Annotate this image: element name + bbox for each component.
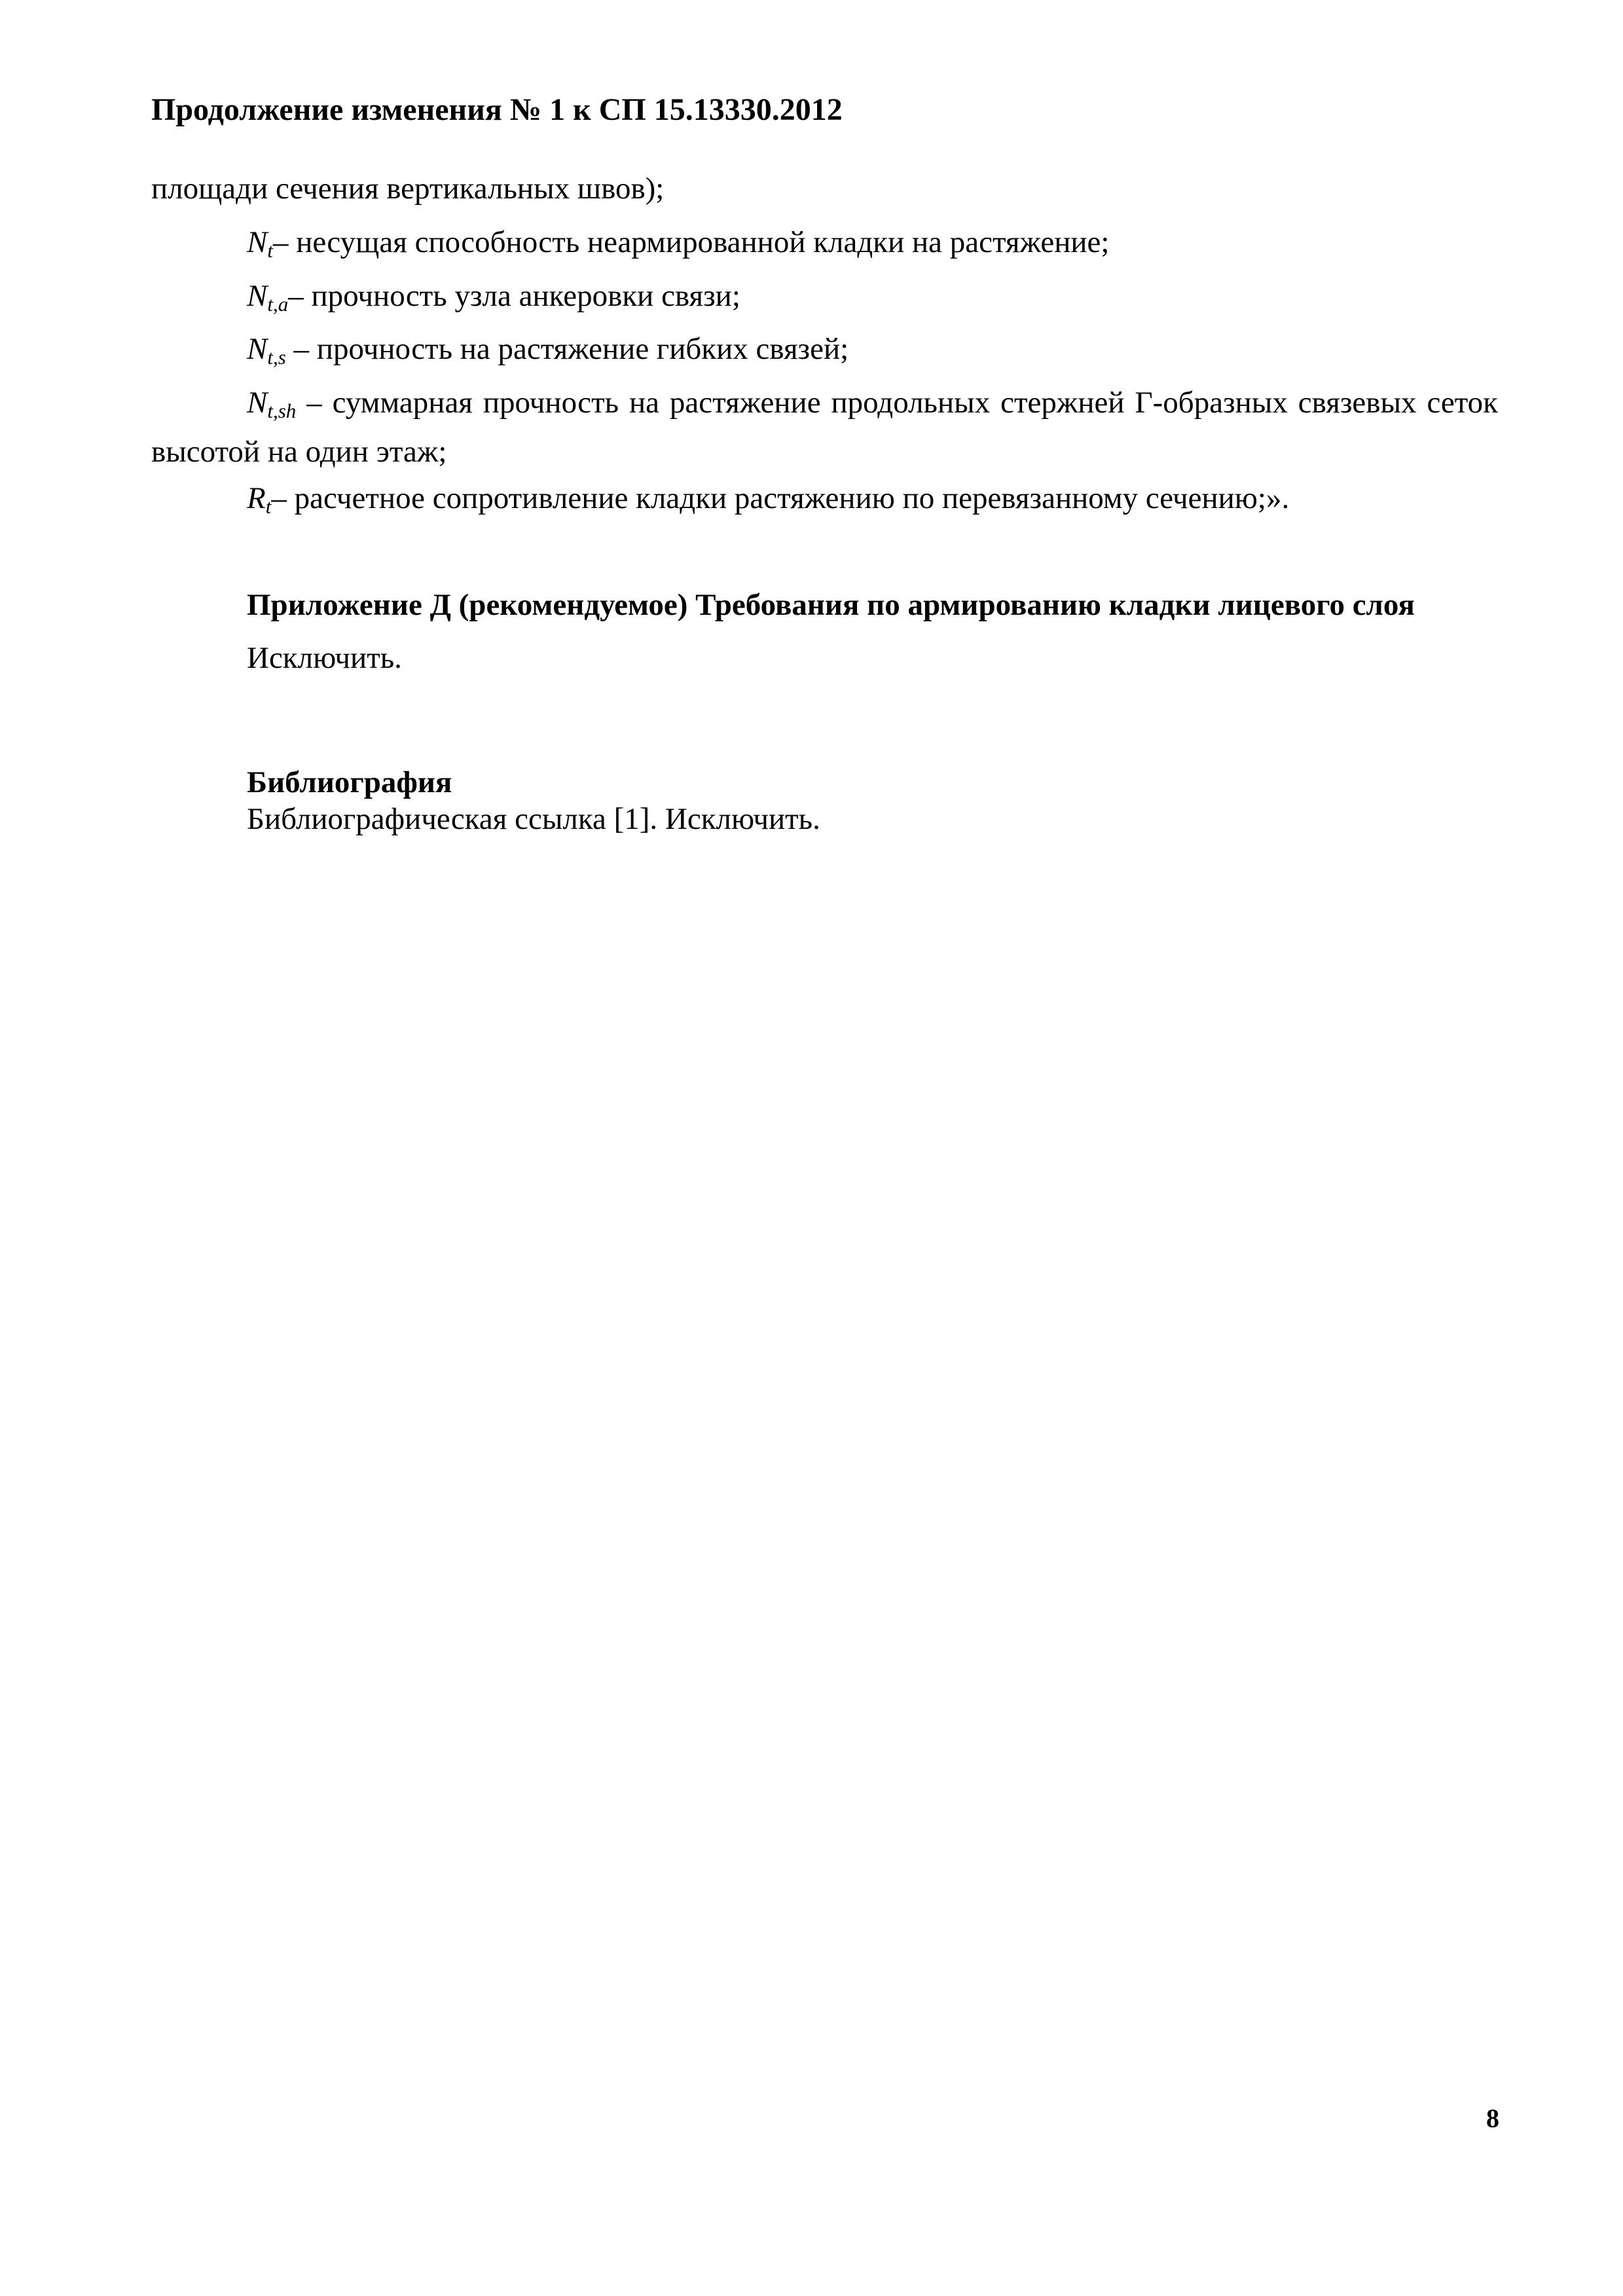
appendix-d-text: Исключить. <box>247 641 402 675</box>
definition-rt <box>247 474 1498 523</box>
continuation-line: площади сечения вертикальных швов); <box>151 172 665 206</box>
page-number: 8 <box>1486 2104 1499 2133</box>
bibliography-text: Библиографическая ссылка [1]. Исключить. <box>247 802 820 836</box>
symbol-nts: $N_{t,s}$ <box>247 332 286 369</box>
definition-text: – расчетное сопротивление кладки растяжению по перевязанному сечению;». <box>271 481 1290 515</box>
definition-ntsh <box>151 378 1498 477</box>
bibliography-heading: Библиография <box>247 765 452 799</box>
definition-text: – прочность узла анкеровки связи; <box>288 279 740 313</box>
appendix-d-heading: Приложение Д (рекомендуемое) Требования по армированию кладки лицевого слоя <box>247 588 1415 622</box>
definition-nta <box>247 272 1498 321</box>
definition-text: – несущая способность неармированной кладки на растяжение; <box>272 225 1110 259</box>
definition-text: – прочность на растяжение гибких связей; <box>285 332 849 366</box>
page-header-title: Продолжение изменения № 1 к СП 15.13330.2012 <box>151 92 843 127</box>
definition-nt <box>247 218 1498 267</box>
definition-text: – суммарная прочность на растяжение продольных стержней Г-образных связевых сеток высотой на один этаж; <box>151 386 1498 469</box>
symbol-rt: $R_t$ <box>247 481 272 518</box>
definition-nts <box>247 325 1498 374</box>
symbol-nt: $N_t$ <box>247 225 273 262</box>
symbol-nta: $N_{t,a}$ <box>247 279 289 316</box>
symbol-ntsh: $N_{t,sh}$ <box>247 386 297 422</box>
